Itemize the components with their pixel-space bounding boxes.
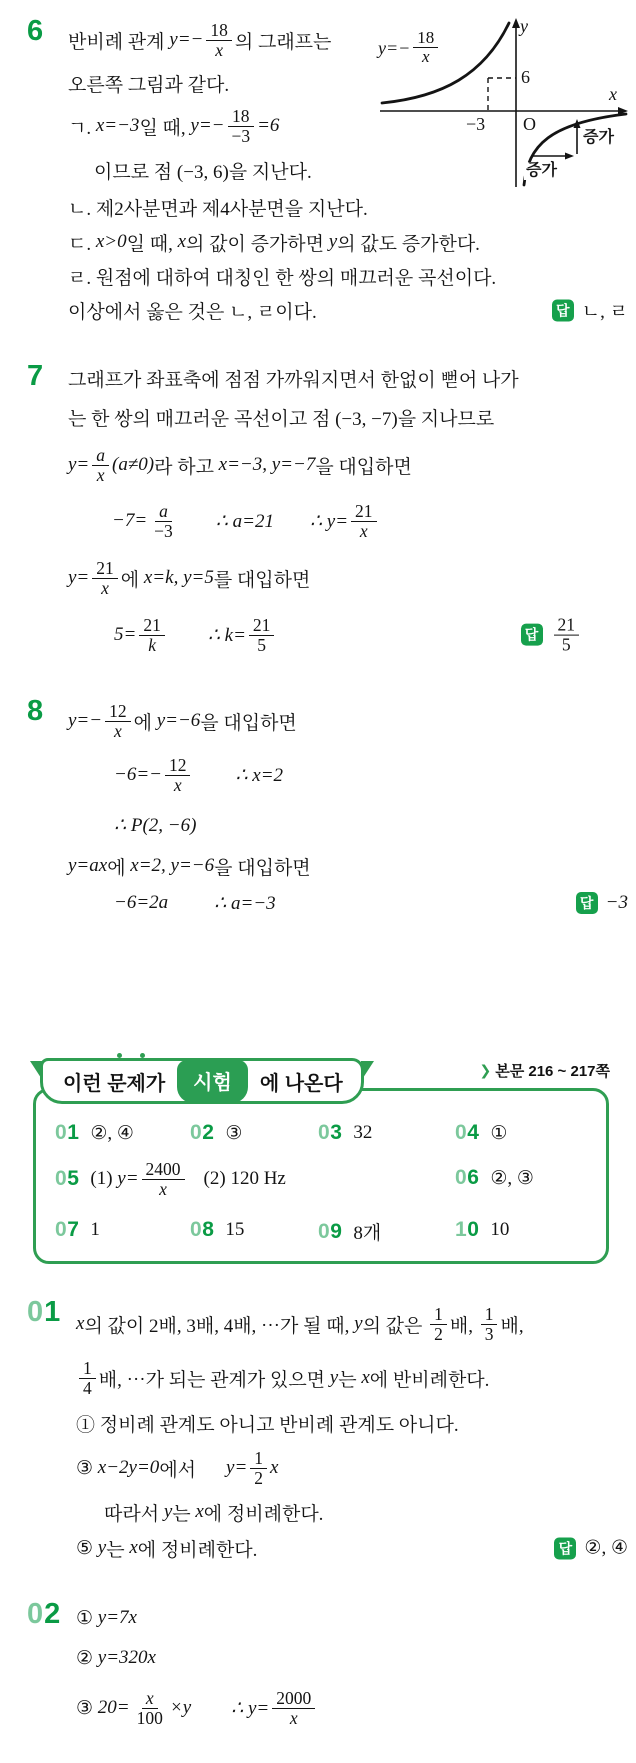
- fraction-numerator: 1: [481, 1305, 498, 1325]
- math-run: y=7x: [97, 1607, 137, 1628]
- math-run: ∴ y=: [309, 510, 349, 532]
- problem-number-01: [27, 1298, 61, 1327]
- fraction-denominator: 100: [136, 1707, 163, 1728]
- text-run: ㄷ.: [68, 233, 96, 255]
- spacer: [188, 1179, 204, 1180]
- spacer: [168, 903, 214, 904]
- increase-label-2: 증가: [583, 129, 614, 146]
- accent-dot: [140, 1053, 145, 1058]
- solution-line: [68, 101, 630, 151]
- fraction-numerator: 21: [92, 559, 118, 579]
- fraction: [133, 1689, 167, 1728]
- solution-line: [114, 606, 630, 664]
- solution-line: [68, 550, 630, 606]
- y-value-label: 6: [521, 67, 530, 87]
- solution-line: [68, 225, 630, 259]
- text-run: ㄴ, ㄹ: [581, 301, 628, 323]
- text-run: 배, ⋯가 되는 관계가 있으면: [98, 1369, 330, 1391]
- text-run: 에 정비례한다.: [203, 1503, 324, 1525]
- text-run: 의 값도 증가한다.: [337, 233, 480, 255]
- fraction: [481, 1305, 498, 1344]
- fraction-numerator: 1: [430, 1305, 447, 1325]
- text-run: 배,: [449, 1315, 478, 1337]
- digit: 1: [44, 1296, 62, 1328]
- text-run: ②, ④: [90, 1122, 134, 1144]
- math-run: −6=2a: [114, 892, 169, 913]
- text-run: ㄱ.: [68, 117, 96, 139]
- digit: 0: [27, 1598, 45, 1630]
- solution-line: [112, 492, 630, 550]
- fraction-numerator: 1: [79, 1359, 96, 1379]
- math-run: x=2, y=−6: [130, 855, 215, 876]
- y-axis-label: y: [520, 16, 528, 36]
- answer-item-07: [55, 1218, 100, 1242]
- text-run: 에 반비례한다.: [369, 1369, 490, 1391]
- answer-value: [90, 1122, 134, 1145]
- text-run: 에 정비례한다.: [137, 1539, 258, 1561]
- text-run: 라 하고: [154, 456, 219, 478]
- math-run: −6=−: [114, 764, 162, 785]
- text-run: ③: [76, 1697, 98, 1719]
- math-run: x=k, y=5: [143, 567, 214, 588]
- text-run: 의 값이 증가하면: [186, 233, 329, 255]
- solution-line: [68, 189, 630, 225]
- fraction-numerator: 21: [351, 502, 377, 522]
- math-run: x: [177, 231, 187, 252]
- text-run: 를 대입하면: [213, 569, 311, 591]
- math-run: =6: [257, 115, 280, 136]
- tab-title-left: 이런 문제가: [63, 1072, 166, 1095]
- math-run: x: [129, 1537, 138, 1558]
- fraction-denominator: 4: [83, 1377, 92, 1398]
- answer-badge: 답: [521, 624, 543, 646]
- fraction-numerator: a: [155, 502, 172, 522]
- fraction-numerator: 21: [249, 616, 275, 636]
- chevron-right-icon: ❯: [479, 1062, 492, 1078]
- answer: [576, 892, 628, 914]
- digit: 0: [190, 1218, 203, 1241]
- solution-line: [68, 293, 630, 327]
- problem-number-digit: 7: [27, 360, 45, 392]
- text-run: 배,: [500, 1315, 524, 1337]
- answer-item-02: [190, 1121, 242, 1145]
- text-run: ③: [225, 1122, 243, 1144]
- solution-line: [114, 885, 630, 921]
- x-value-label: −3: [466, 114, 486, 134]
- math-run: y=−: [169, 29, 204, 50]
- spacer: [196, 1468, 226, 1469]
- problem-6-solution: [0, 15, 636, 327]
- answer-value: [90, 1160, 285, 1199]
- text-run: ⑤: [76, 1537, 98, 1559]
- answer-number: [455, 1121, 479, 1145]
- fraction: [150, 502, 177, 541]
- math-run: ∴ a=−3: [214, 892, 276, 914]
- math-run: ×y: [169, 1697, 192, 1718]
- problem-number-02: [27, 1600, 61, 1629]
- answer-number: [318, 1121, 342, 1145]
- increase-label-1: 증가: [526, 162, 557, 179]
- fraction-denominator: 5: [257, 634, 267, 655]
- fraction-denominator: −3: [154, 520, 173, 541]
- fraction-numerator: 21: [139, 616, 165, 636]
- answer-number: [55, 1121, 79, 1145]
- answer-badge: 답: [552, 299, 574, 321]
- problem-7-solution: [0, 360, 636, 664]
- fraction-numerator: 1: [250, 1449, 267, 1469]
- fraction-denominator: x: [422, 47, 430, 67]
- fraction-numerator: x: [142, 1689, 158, 1709]
- graph-equation-prefix: y=−: [378, 37, 411, 58]
- digit: 0: [55, 1167, 68, 1191]
- text-run: 1: [90, 1219, 100, 1240]
- solution-02: [0, 1598, 636, 1738]
- page-reference-text: 본문 216 ~ 217쪽: [495, 1063, 610, 1080]
- spacer: [180, 521, 216, 522]
- digit: 7: [67, 1218, 80, 1241]
- solution-line: [68, 695, 630, 747]
- math-run: −3: [605, 892, 628, 913]
- digit: 0: [318, 1219, 331, 1243]
- solution-line: [68, 438, 630, 492]
- solution-line: [114, 747, 630, 803]
- text-run: ②: [76, 1647, 98, 1669]
- text-run: 반비례 관계: [68, 31, 170, 53]
- digit: 2: [202, 1121, 215, 1144]
- answer-item-01: [55, 1121, 134, 1145]
- solution-01: [0, 1296, 636, 1566]
- problem-8-solution: [0, 695, 636, 921]
- text-run: ②, ③: [490, 1167, 534, 1189]
- digit: 1: [455, 1218, 468, 1241]
- solution-line: [76, 1598, 630, 1638]
- math-run: y=ax: [68, 855, 108, 876]
- digit: 0: [27, 1296, 45, 1328]
- digit: 0: [467, 1218, 480, 1241]
- math-run: x>0: [95, 231, 127, 252]
- answer-number: [455, 1218, 479, 1242]
- text-run: 는: [172, 1503, 196, 1525]
- fraction-denominator: x: [173, 774, 182, 795]
- text-run: 이상에서 옳은 것은 ㄴ, ㄹ이다.: [68, 301, 317, 323]
- fraction-numerator: 2000: [272, 1689, 315, 1709]
- math-run: 20=: [97, 1697, 130, 1718]
- solution-line: [114, 803, 630, 847]
- math-run: y: [163, 1501, 173, 1522]
- spacer: [274, 521, 310, 522]
- solution-line: [68, 65, 630, 104]
- fraction-denominator: 3: [484, 1323, 494, 1344]
- solution-line: [76, 1678, 630, 1738]
- exam-answer-box-section: [0, 1056, 636, 1266]
- math-run: ∴ y=: [231, 1697, 270, 1719]
- text-run: 에: [120, 569, 144, 591]
- fraction: [554, 616, 580, 655]
- problem-number-digit: 6: [27, 15, 45, 47]
- text-run: 8개: [353, 1223, 382, 1244]
- fraction-numerator: 18: [206, 21, 232, 41]
- math-run: y=320x: [97, 1647, 156, 1668]
- math-run: ∴ x=2: [235, 764, 284, 786]
- text-run: 오른쪽 그림과 같다.: [68, 74, 230, 96]
- answer-item-08: [190, 1218, 244, 1242]
- math-run: y: [354, 1313, 363, 1334]
- text-run: 일 때,: [139, 117, 191, 139]
- spacer: [191, 1708, 231, 1709]
- answer: [554, 1537, 628, 1560]
- math-run: (a≠0): [112, 454, 155, 475]
- text-run: 는: [338, 1369, 362, 1391]
- text-run: ① 정비례 관계도 아니고 반비례 관계도 아니다.: [76, 1414, 459, 1436]
- solution-line: [76, 1296, 630, 1352]
- text-run: ①: [76, 1607, 98, 1629]
- solution-line: [68, 259, 630, 293]
- accent-dot: [117, 1053, 122, 1058]
- fraction-denominator: x: [101, 577, 109, 598]
- spacer: [193, 775, 235, 776]
- solution-line: [76, 1638, 630, 1678]
- answer: [521, 616, 583, 655]
- fraction: [79, 1359, 96, 1398]
- solution-line: [68, 360, 630, 396]
- text-run: (2) 120 Hz: [203, 1168, 286, 1190]
- problem-number-7: [27, 362, 44, 391]
- digit: 0: [318, 1121, 331, 1144]
- answer-value: [490, 1167, 534, 1190]
- fraction: [250, 1449, 267, 1488]
- fraction-denominator: x: [359, 520, 368, 541]
- text-run: 에: [107, 857, 131, 879]
- text-run: 을 대입하면: [214, 857, 311, 879]
- answer-number: [455, 1166, 479, 1190]
- math-run: x: [361, 1367, 370, 1388]
- math-run: y=: [226, 1457, 248, 1478]
- answer-number: [190, 1121, 214, 1145]
- fraction: [206, 21, 232, 60]
- fraction-denominator: 2: [434, 1323, 443, 1344]
- math-run: y: [97, 1537, 107, 1558]
- origin-label: O: [523, 114, 536, 134]
- digit: 2: [44, 1598, 62, 1630]
- answer-value: [225, 1122, 242, 1145]
- digit: 0: [455, 1166, 468, 1189]
- fraction-numerator: 12: [165, 756, 191, 776]
- solution-line: [68, 847, 630, 885]
- fraction-numerator: 2400: [142, 1160, 185, 1180]
- fraction: [430, 1305, 447, 1344]
- answer-item-06: [455, 1166, 534, 1190]
- solution-line: [94, 151, 630, 189]
- text-run: ㄴ. 제2사분면과 제4사분면을 지난다.: [68, 198, 368, 220]
- exam-badge: 시험: [177, 1060, 248, 1103]
- fraction-numerator: 21: [554, 616, 580, 636]
- answer-item-10: [455, 1218, 509, 1242]
- problem-number-digit: 8: [27, 695, 45, 727]
- fraction: [92, 446, 109, 485]
- problem-number-8: [27, 697, 44, 726]
- text-run: (1): [90, 1168, 118, 1190]
- text-run: 이므로 점 (−3, 6)을 지난다.: [94, 161, 312, 183]
- fraction-numerator: a: [92, 446, 109, 466]
- solution-line: [104, 1494, 630, 1530]
- text-run: 15: [225, 1219, 245, 1240]
- digit: 3: [330, 1121, 343, 1144]
- fraction: [165, 756, 191, 795]
- math-run: y: [329, 1367, 339, 1388]
- math-run: ∴ a=21: [215, 510, 274, 532]
- fraction-numerator: 18: [413, 29, 438, 48]
- text-run: ③: [76, 1457, 98, 1479]
- fraction-denominator: x: [113, 720, 122, 741]
- digit: 4: [467, 1121, 480, 1144]
- text-run: ②, ④: [584, 1537, 628, 1559]
- text-run: 는 한 쌍의 매끄러운 곡선이고 점 (−3, −7)을 지나므로: [68, 408, 495, 430]
- answer-value: [225, 1219, 244, 1241]
- text-run: 의 그래프는: [234, 31, 332, 53]
- fraction-denominator: k: [148, 634, 156, 655]
- text-run: 10: [490, 1219, 510, 1240]
- answer-number: [55, 1167, 79, 1191]
- digit: 0: [55, 1121, 68, 1144]
- answer-item-05: [55, 1160, 286, 1199]
- answer-value: [490, 1219, 509, 1241]
- text-run: 일 때,: [126, 233, 178, 255]
- fraction-denominator: x: [289, 1707, 298, 1728]
- math-run: x: [270, 1457, 279, 1478]
- text-run: 을 대입하면: [200, 712, 297, 734]
- digit: 9: [330, 1219, 343, 1243]
- math-run: y=: [117, 1168, 139, 1190]
- text-run: 32: [353, 1122, 373, 1143]
- text-run: 에: [133, 712, 157, 734]
- text-run: 는: [106, 1539, 130, 1561]
- answer-value: [353, 1122, 372, 1144]
- answer-number: [190, 1218, 214, 1242]
- digit: 6: [467, 1166, 480, 1189]
- fraction: [351, 502, 377, 541]
- text-run: 을 대입하면: [315, 456, 412, 478]
- text-run: ①: [490, 1122, 508, 1144]
- answer-item-04: [455, 1121, 507, 1145]
- fraction: [92, 559, 118, 598]
- fraction-denominator: x: [159, 1178, 167, 1199]
- fraction-numerator: 12: [105, 702, 131, 722]
- fraction: [249, 616, 275, 655]
- solution-line: [76, 1404, 630, 1442]
- tab-title-right: 에 나온다: [259, 1072, 343, 1095]
- answer-number: [55, 1218, 79, 1242]
- problem-number-6: [27, 17, 44, 46]
- digit: 8: [202, 1218, 215, 1241]
- fraction-denominator: x: [215, 39, 223, 60]
- math-run: −7=: [112, 510, 148, 531]
- text-run: 따라서: [104, 1503, 164, 1525]
- math-run: y=−6: [156, 710, 201, 731]
- answer-value: [90, 1219, 100, 1241]
- solution-line: [68, 15, 630, 65]
- math-run: y=: [68, 567, 90, 588]
- answer-box-tab: [40, 1058, 364, 1104]
- digit: 0: [55, 1218, 68, 1241]
- answer-value: [353, 1218, 381, 1245]
- answer-value: [490, 1122, 507, 1145]
- math-run: x: [195, 1501, 204, 1522]
- text-run: 의 값은: [362, 1315, 428, 1337]
- answer-badge: 답: [554, 1537, 576, 1559]
- solution-line: [76, 1530, 630, 1566]
- math-run: y=−: [190, 115, 225, 136]
- fraction-denominator: 5: [561, 634, 571, 655]
- fraction-denominator: 2: [254, 1467, 264, 1488]
- math-run: y=: [68, 454, 90, 475]
- solution-line: [76, 1442, 630, 1494]
- math-run: x=−3: [95, 115, 140, 136]
- text-run: 그래프가 좌표축에 점점 가까워지면서 한없이 뻗어 나가: [68, 369, 519, 391]
- text-run: 에서: [159, 1459, 197, 1481]
- solution-line: [68, 396, 630, 438]
- x-axis-label: x: [609, 84, 617, 104]
- fraction: [272, 1689, 315, 1728]
- fraction-denominator: −3: [231, 125, 251, 146]
- fraction: [227, 107, 254, 146]
- math-run: x: [76, 1313, 85, 1334]
- fraction: [105, 702, 131, 741]
- page-reference: [479, 1060, 610, 1081]
- text-run: ㄹ. 원점에 대하여 대칭인 한 쌍의 매끄러운 곡선이다.: [68, 267, 497, 289]
- math-run: ∴ P(2, −6): [114, 814, 197, 836]
- math-run: y: [328, 231, 338, 252]
- math-run: x=−3, y=−7: [218, 454, 316, 475]
- fraction-numerator: 18: [228, 107, 254, 127]
- math-run: y=−: [68, 710, 103, 731]
- answer-number: [318, 1220, 342, 1244]
- digit: 1: [67, 1121, 80, 1144]
- answer-item-03: [318, 1121, 372, 1145]
- math-run: 5=: [114, 624, 137, 645]
- digit: 0: [455, 1121, 468, 1144]
- answer: [552, 297, 628, 324]
- answer-item-09: [318, 1218, 381, 1245]
- solution-line: [76, 1352, 630, 1404]
- answer-badge: 답: [576, 892, 598, 914]
- fraction: [142, 1160, 185, 1199]
- digit: 0: [190, 1121, 203, 1144]
- math-run: x−2y=0: [97, 1457, 160, 1478]
- fraction-denominator: x: [96, 464, 105, 485]
- text-run: 의 값이 2배, 3배, 4배, ⋯가 될 때,: [84, 1315, 355, 1337]
- digit: 5: [67, 1167, 80, 1191]
- spacer: [168, 635, 208, 636]
- math-run: ∴ k=: [207, 624, 246, 646]
- fraction: [139, 616, 165, 655]
